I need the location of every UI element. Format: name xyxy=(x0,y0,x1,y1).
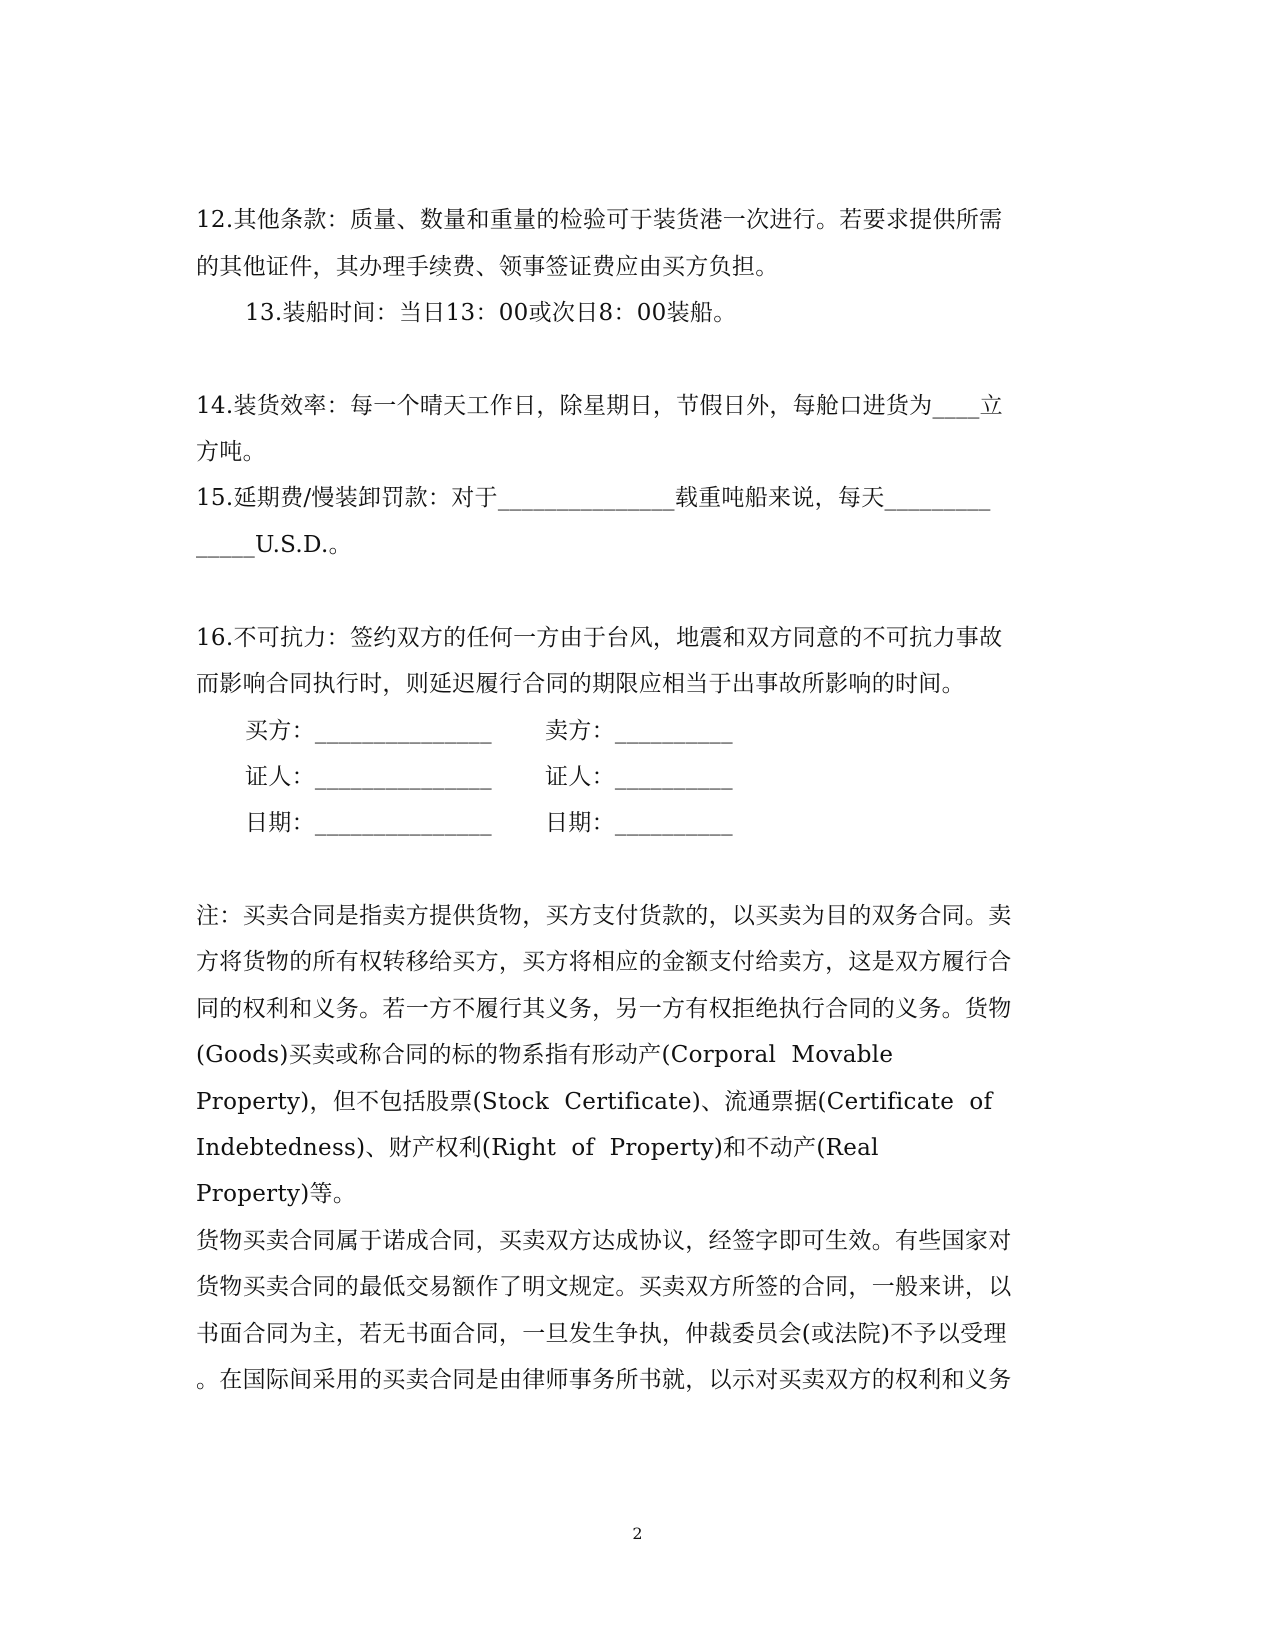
note-line-6: Indebtedness)、财产权利(Right of Property)和不动产(Real xyxy=(196,1135,879,1161)
date-left-line: 日期：_______________ xyxy=(245,810,492,836)
note-line-7: Property)等。 xyxy=(196,1181,357,1207)
note-line-4: (Goods)买卖或称合同的标的物系指有形动产(Corporal Movable xyxy=(196,1042,894,1068)
clause-12-line-1: 12.其他条款：质量、数量和重量的检验可于装货港一次进行。若要求提供所需 xyxy=(196,207,1003,233)
clause-12-line-2: 的其他证件，其办理手续费、领事签证费应由买方负担。 xyxy=(196,254,779,280)
clause-15-line-1: 15.延期费/慢装卸罚款：对于_______________载重吨船来说，每天_________ xyxy=(196,485,991,511)
note-line-8: 货物买卖合同属于诺成合同，买卖双方达成协议，经签字即可生效。有些国家对 xyxy=(196,1228,1012,1254)
witness-left-line: 证人：_______________ xyxy=(245,764,492,790)
note-line-2: 方将货物的所有权转移给买方，买方将相应的金额支付给卖方，这是双方履行合 xyxy=(196,949,1012,975)
note-line-1: 注：买卖合同是指卖方提供货物，买方支付货款的，以买卖为目的双务合同。卖 xyxy=(196,903,1012,929)
buyer-signature-line: 买方：_______________ xyxy=(245,718,492,744)
clause-16-line-2: 而影响合同执行时，则延迟履行合同的期限应相当于出事故所影响的时间。 xyxy=(196,671,965,697)
note-line-5: Property)，但不包括股票(Stock Certificate)、流通票据(Certificate of xyxy=(196,1089,993,1115)
witness-right-line: 证人：__________ xyxy=(545,764,733,790)
note-line-11: 。在国际间采用的买卖合同是由律师事务所书就，以示对买卖双方的权利和义务 xyxy=(196,1367,1012,1393)
clause-14-line-1: 14.装货效率：每一个晴天工作日，除星期日，节假日外，每舱口进货为____立 xyxy=(196,393,1003,419)
page-number: 2 xyxy=(632,1524,643,1543)
clause-13: 13.装船时间：当日13：00或次日8：00装船。 xyxy=(245,300,737,326)
seller-signature-line: 卖方：__________ xyxy=(545,718,733,744)
date-right-line: 日期：__________ xyxy=(545,810,733,836)
note-line-10: 书面合同为主，若无书面合同，一旦发生争执，仲裁委员会(或法院)不予以受理 xyxy=(196,1321,1007,1347)
clause-16-line-1: 16.不可抗力：签约双方的任何一方由于台风，地震和双方同意的不可抗力事故 xyxy=(196,625,1003,651)
note-line-9: 货物买卖合同的最低交易额作了明文规定。买卖双方所签的合同，一般来讲，以 xyxy=(196,1274,1012,1300)
note-line-3: 同的权利和义务。若一方不履行其义务，另一方有权拒绝执行合同的义务。货物 xyxy=(196,996,1012,1022)
clause-14-line-2: 方吨。 xyxy=(196,439,266,465)
clause-15-line-2: _____U.S.D.。 xyxy=(196,532,352,558)
